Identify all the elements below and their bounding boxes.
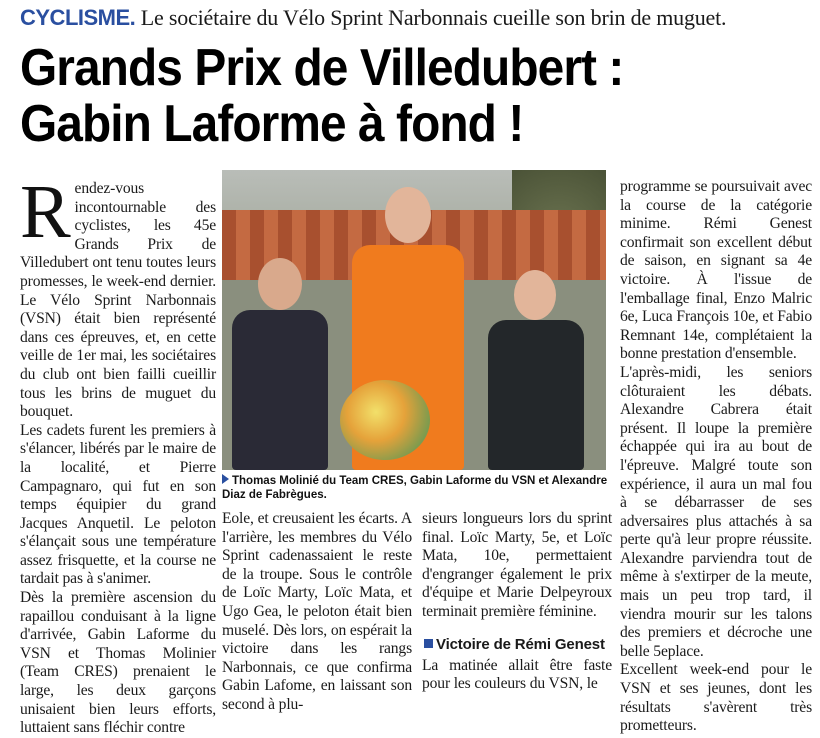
- paragraph-morning: La matinée allait être faste pour les couleurs du VSN, le: [422, 656, 612, 693]
- rider-left-head: [258, 258, 302, 310]
- paragraph-cadets: Les cadets furent les premiers à s'élancer, libérés par le maire de la localité, et Pierre Campagnaro, qui fut en son temps équipier du grand Jacques Anquetil. Le peloton s'élançait sous une température assez frisquette, et la course ne tardait pas à s'animer.: [20, 421, 216, 588]
- paragraph-ascension: Dès la première ascension du rapaillou conduisant à la ligne d'arrivée, Gabin Laforme du VSN et Thomas Molinier (Team CRES) prenaient le large, les deux garçons unisaient bien leurs efforts, luttaient sans fléchir contre: [20, 589, 216, 737]
- paragraph-minimes: programme se poursuivait avec la course de la catégorie minime. Rémi Genest confirmait son excellent début de saison, en signant sa 4e victoire. À l'issue de l'emballage final, Enzo Malric 6e, Luca François 10e, et Fabio Remnant 14e, complétaient la bonne prestation d'ensemble.: [620, 178, 812, 363]
- flower-bouquet: [340, 380, 430, 460]
- rider-left: [232, 310, 328, 470]
- rider-center-head: [385, 187, 431, 243]
- kicker-lead: Le sociétaire du Vélo Sprint Narbonnais cueille son brin de muguet.: [140, 5, 727, 30]
- paragraph-intro: endez-vous incontournable des cyclistes, les 45e Grands Prix de Villedubert ont tenu toutes leurs promesses, le week-end dernier. Le Vélo Sprint Narbonnais (VSN) était bien représenté dans ces épreuves, et, en cette veille de 1er mai, les sociétaires du club ont bien failli cueillir tous les brins de muguet du bouquet.: [20, 180, 216, 421]
- caption-arrow-icon: [222, 474, 229, 484]
- rider-right: [488, 320, 584, 470]
- race-podium-photo: [222, 170, 606, 470]
- headline-line-1: Grands Prix de Villedubert :: [20, 39, 624, 97]
- drop-cap: R: [20, 170, 71, 254]
- rider-right-head: [514, 270, 556, 320]
- section-tag: CYCLISME.: [20, 5, 136, 30]
- article-column-2: [222, 510, 412, 715]
- article-column-4: [620, 178, 812, 736]
- paragraph-conclusion: Excellent week-end pour le VSN et ses jeunes, dont les résultats s'avèrent très prometteurs.: [620, 661, 812, 735]
- caption-text: Thomas Molinié du Team CRES, Gabin Laforme du VSN et Alexandre Diaz de Fabrègues.: [222, 475, 608, 501]
- headline-line-2: Gabin Laforme à fond !: [20, 95, 524, 153]
- square-bullet-icon: [424, 639, 433, 648]
- kicker: [20, 4, 726, 32]
- paragraph-sprint: sieurs longueurs lors du sprint final. Loïc Marty, 5e, et Loïc Mata, 10e, permettaient d'engranger également le prix d'équipe et Marie Delpeyroux terminait première féminine.: [422, 510, 612, 620]
- article-column-3: [422, 510, 612, 694]
- paragraph-seniors: L'après-midi, les seniors clôturaient les débats. Alexandre Cabrera était présent. Il loupe la première échappée qui ira au bout de l'épreuve. Malgré toute son expérience, il aura un mal fou à se débarrasser de ses adversaires plus attachés à sa perte qu'à leur propre réussite. Alexandre parviendra tout de même à s'extirper de la meute, mais un peu trop tard, il viendra mourir sur les talons des premiers et décroche une belle 5eplace.: [620, 363, 812, 660]
- headline: [20, 40, 747, 152]
- photo-caption: [222, 474, 608, 502]
- article-column-1: [20, 170, 216, 738]
- subheading: [436, 636, 612, 653]
- paragraph-breakaway: Eole, et creusaient les écarts. A l'arrière, les membres du Vélo Sprint cadenassaient le reste de la troupe. Sous le contrôle de Loïc Marty, Loïc Mata, et Ugo Gea, le peloton était bien muselé. Dès lors, on espérait la victoire dans les rangs Narbonnais, ce que confirma Gabin Lafome, en laissant son second à plu-: [222, 510, 412, 713]
- subheading-text: Victoire de Rémi Genest: [436, 635, 605, 653]
